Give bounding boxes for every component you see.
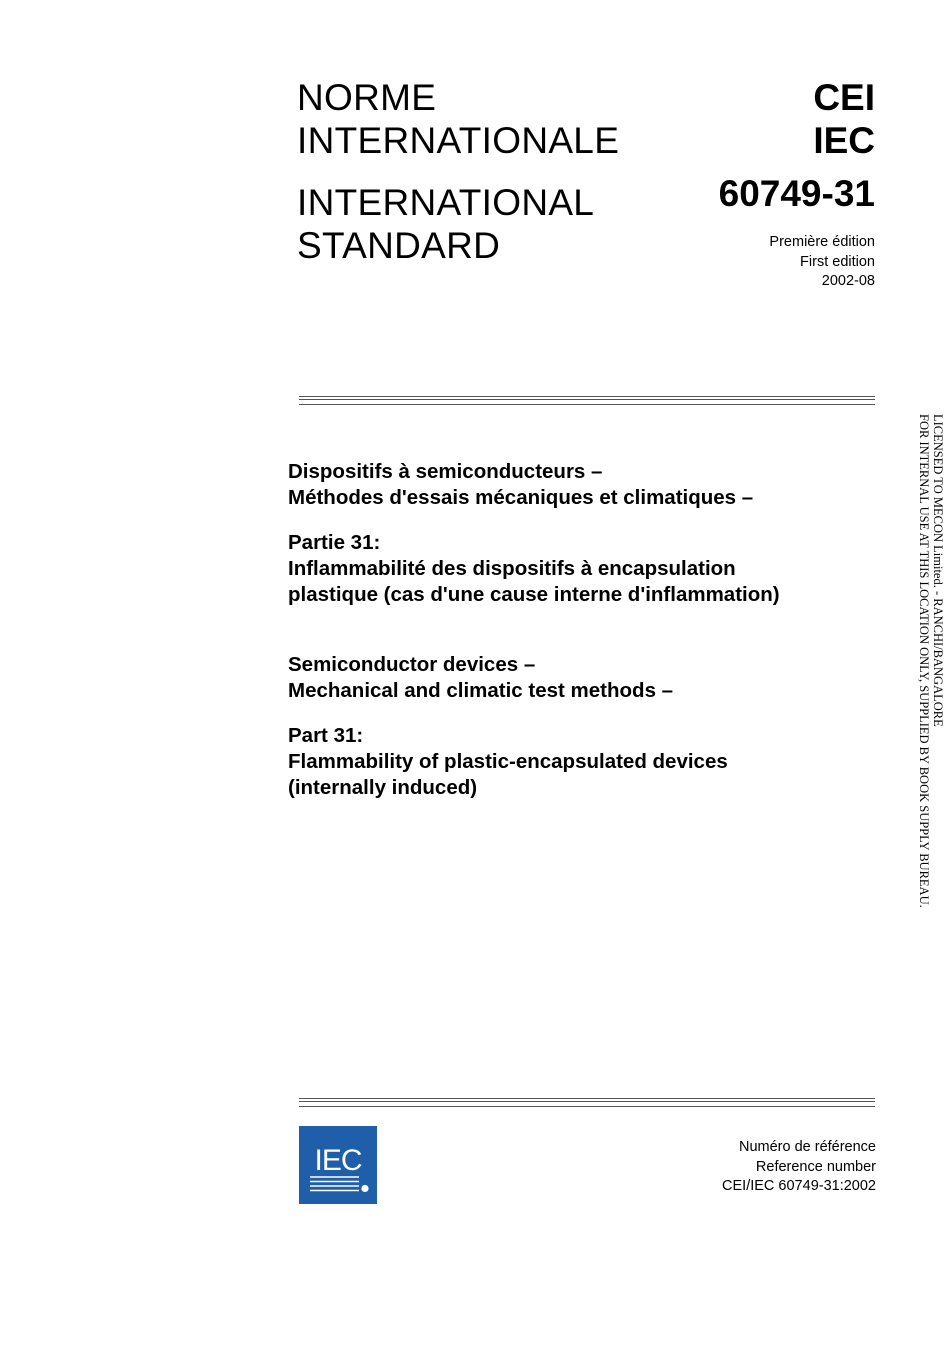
french-title-line1: Dispositifs à semiconducteurs –: [288, 460, 603, 483]
license-line1: LICENSED TO MECON Limited. - RANCHI/BANGALORE: [931, 414, 945, 727]
english-title-block: [288, 652, 673, 704]
edition-block: [655, 233, 875, 292]
iec-logo-graphic: [299, 1126, 377, 1204]
standard-number: 60749-31: [718, 173, 875, 214]
reference-label-french: Numéro de référence: [738, 1139, 876, 1155]
reference-block: [616, 1138, 876, 1197]
french-part-label: Partie 31:: [288, 531, 381, 554]
code-cei: CEI: [813, 77, 875, 118]
french-title-line2: Méthodes d'essais mécaniques et climatiques –: [288, 486, 754, 509]
license-notice: [917, 414, 945, 908]
standard-codes: [675, 76, 875, 162]
edition-date: 2002-08: [821, 273, 875, 289]
english-title-line2: Mechanical and climatic test methods –: [288, 679, 674, 702]
english-title-line1: Semiconductor devices –: [288, 653, 536, 676]
english-part-line2: (internally induced): [288, 776, 478, 799]
code-iec: IEC: [813, 120, 875, 161]
english-part-label: Part 31:: [288, 724, 364, 747]
edition-french: Première édition: [769, 234, 875, 250]
french-part-line1: Inflammabilité des dispositifs à encapsulation: [288, 557, 736, 580]
title-french-line2: INTERNATIONALE: [297, 120, 620, 161]
title-english-line2: STANDARD: [297, 225, 501, 266]
iec-logo: [299, 1126, 377, 1204]
title-french: [297, 76, 619, 162]
top-divider: [299, 396, 875, 405]
reference-label-english: Reference number: [755, 1158, 876, 1175]
english-part-block: [288, 723, 728, 801]
french-part-line2: plastique (cas d'une cause interne d'inflammation): [288, 583, 780, 606]
edition-english: First edition: [800, 253, 875, 270]
title-english: [297, 181, 594, 267]
french-title-block: [288, 459, 753, 511]
iec-logo-text: IEC: [314, 1144, 362, 1177]
reference-number: CEI/IEC 60749-31:2002: [722, 1178, 876, 1194]
english-part-line1: Flammability of plastic-encapsulated devices: [288, 750, 728, 773]
title-english-line1: INTERNATIONAL: [297, 182, 595, 223]
bottom-divider: [299, 1098, 875, 1107]
license-line2: FOR INTERNAL USE AT THIS LOCATION ONLY, SUPPLIED BY BOOK SUPPLY BUREAU.: [917, 414, 931, 908]
title-french-line1: NORME: [297, 77, 437, 118]
french-part-block: [288, 530, 780, 608]
